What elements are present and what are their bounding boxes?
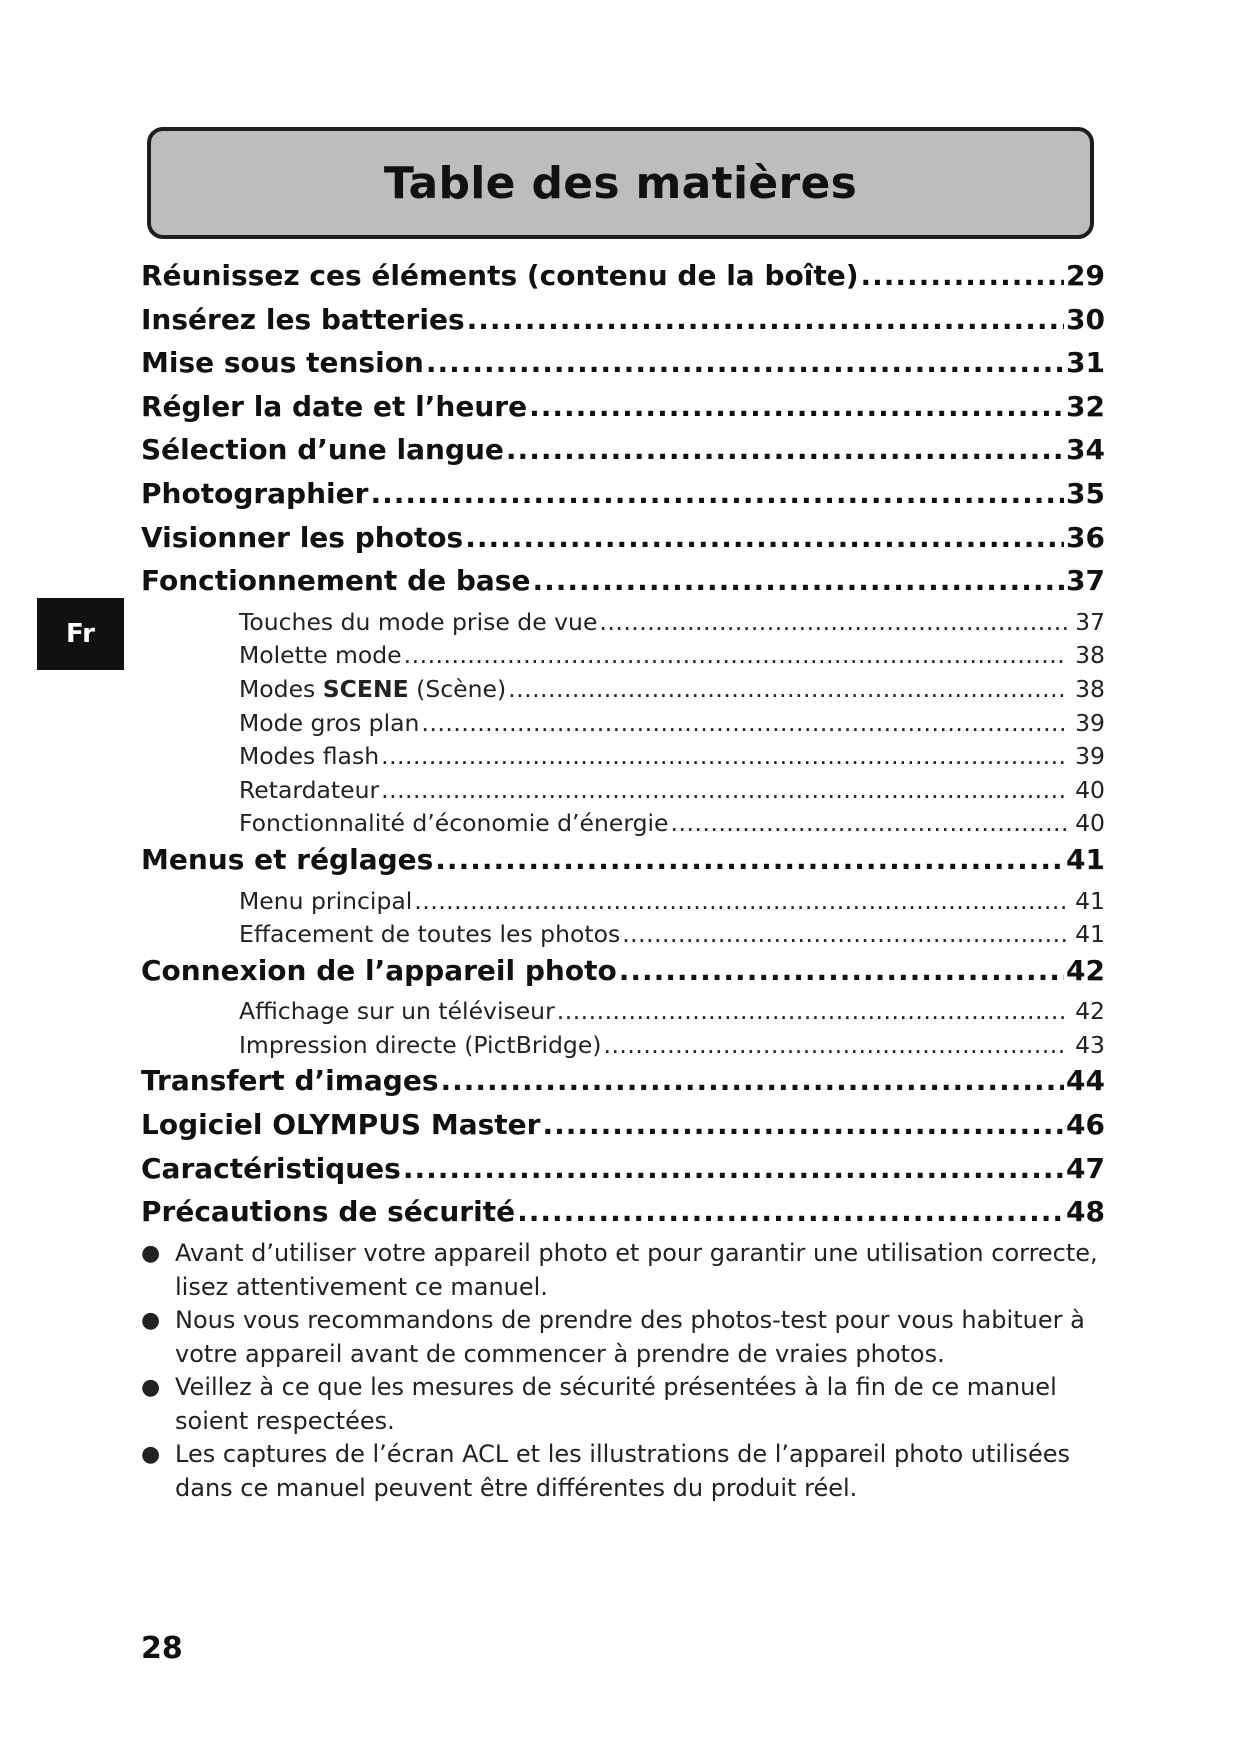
toc-subentry-title-bold: SCENE [322,674,409,703]
note-item [141,1304,1099,1371]
toc-subentry[interactable] [141,997,1105,1031]
dot-leader [381,776,1067,804]
toc-subentry-page: 40 [1075,809,1105,838]
toc-entry[interactable] [141,564,1105,608]
toc-subentry[interactable] [141,776,1105,810]
toc-subentry-page: 39 [1075,742,1105,771]
toc-entry-title: Transfert d’images [141,1064,439,1098]
toc-subentry[interactable] [141,887,1105,921]
bullet-icon: ● [141,1241,161,1266]
dot-leader [517,1195,1064,1228]
toc-entry[interactable] [141,1152,1105,1196]
bullet-icon: ● [141,1375,161,1400]
toc-subentry-page: 41 [1075,920,1105,949]
toc-entry-page: 41 [1066,842,1105,876]
toc-entry[interactable] [141,390,1105,434]
toc-subentry[interactable] [141,809,1105,843]
toc-entry-page: 35 [1066,476,1105,510]
toc-entry-title: Insérez les batteries [141,302,465,336]
dot-leader [557,997,1067,1025]
bullet-icon: ● [141,1442,161,1467]
dot-leader [622,920,1067,948]
toc-entry-page: 32 [1066,389,1105,423]
toc-subentry-page: 42 [1075,997,1105,1026]
toc-entry[interactable] [141,1108,1105,1152]
dot-leader [403,1152,1064,1185]
toc-entry[interactable] [141,259,1105,303]
toc-subentry-page: 40 [1075,775,1105,804]
dot-leader [542,1108,1064,1141]
toc-subentry-title: Fonctionnalité d’économie d’énergie [239,809,669,838]
toc-entry[interactable] [141,1064,1105,1108]
toc-subentry-title: Retardateur [239,775,380,804]
note-text: Veillez à ce que les mesures de sécurité présentées à la fin de ce manuel soient respectées. [175,1373,1057,1435]
dot-leader [381,742,1067,770]
page-number: 28 [141,1631,183,1666]
toc-entry-page: 34 [1066,433,1105,467]
dot-leader [441,1064,1065,1097]
toc-subentry-title: Impression directe (PictBridge) [239,1030,602,1059]
toc-entry-title: Logiciel OLYMPUS Master [141,1108,541,1142]
note-item [141,1438,1099,1505]
note-item [141,1237,1099,1304]
toc-subentry-title: Effacement de toutes les photos [239,920,621,949]
toc-subentry-title: Menu principal [239,886,413,915]
toc-entry[interactable] [141,843,1105,887]
dot-leader [370,477,1064,510]
toc-subentry-title [239,675,506,703]
bullet-icon: ● [141,1308,161,1333]
toc-entry-title: Réunissez ces éléments (contenu de la boîte) [141,259,859,292]
note-item [141,1371,1099,1438]
toc-subentry[interactable] [141,675,1105,709]
toc-subentry-title-suffix: (Scène) [408,674,507,703]
dot-leader [619,954,1064,987]
dot-leader [861,259,1065,292]
toc-entry-page: 44 [1066,1064,1105,1098]
dot-leader [508,675,1067,703]
language-tab-label: Fr [66,619,95,649]
dot-leader [671,809,1068,837]
toc-entry-title: Mise sous tension [141,346,424,380]
toc-entry[interactable] [141,477,1105,521]
title-banner [147,127,1094,239]
dot-leader [426,346,1064,379]
toc-entry-page: 31 [1066,346,1105,380]
dot-leader [414,887,1067,915]
toc-entry-title: Photographier [141,476,369,510]
toc-subentry-page: 37 [1075,607,1105,636]
dot-leader [506,433,1064,466]
toc-subentry-title: Mode gros plan [239,708,420,737]
toc-entry-title: Caractéristiques [141,1151,401,1185]
toc-entry-title: Visionner les photos [141,520,464,554]
dot-leader [404,641,1067,669]
toc-entry[interactable] [141,521,1105,565]
dot-leader [529,390,1064,423]
toc-subentry-title: Touches du mode prise de vue [239,607,598,636]
toc-entry-title: Régler la date et l’heure [141,389,528,423]
toc-entry-page: 29 [1066,259,1105,292]
toc-entry-title: Sélection d’une langue [141,433,504,467]
toc-subentry-title: Modes flash [239,742,380,771]
toc-entry-page: 30 [1066,302,1105,336]
toc-subentry-page: 43 [1075,1030,1105,1059]
table-of-contents [141,259,1105,1239]
note-text: Avant d’utiliser votre appareil photo et pour garantir une utilisation correcte, lisez attentivement ce manuel. [175,1239,1098,1301]
toc-entry-page: 48 [1066,1195,1105,1229]
toc-entry-title: Menus et réglages [141,842,434,876]
toc-entry-page: 36 [1066,520,1105,554]
toc-subentry[interactable] [141,608,1105,642]
toc-subentry[interactable] [141,920,1105,954]
toc-subentry-title: Molette mode [239,641,402,670]
toc-entry-title: Connexion de l’appareil photo [141,953,617,987]
dot-leader [435,843,1064,876]
toc-entry-page: 47 [1066,1151,1105,1185]
toc-entry[interactable] [141,1195,1105,1239]
dot-leader [465,521,1064,554]
toc-entry[interactable] [141,433,1105,477]
toc-entry-page: 37 [1066,564,1105,598]
toc-subentry-title: Affichage sur un téléviseur [239,997,555,1026]
toc-subentry[interactable] [141,742,1105,776]
toc-subentry[interactable] [141,641,1105,675]
toc-entry-title: Précautions de sécurité [141,1195,516,1229]
toc-entry[interactable] [141,954,1105,998]
toc-entry[interactable] [141,303,1105,347]
note-text: Nous vous recommandons de prendre des photos-test pour vous habituer à votre appareil avant de commencer à prendre de vraies photos. [175,1306,1085,1368]
dot-leader [532,564,1064,597]
page-title: Table des matières [383,157,858,209]
toc-subentry-page: 38 [1075,641,1105,670]
toc-subentry-page: 41 [1075,886,1105,915]
toc-subentry-page: 39 [1075,708,1105,737]
toc-entry-page: 46 [1066,1108,1105,1142]
dot-leader [599,608,1067,636]
toc-subentry[interactable] [141,709,1105,743]
toc-entry[interactable] [141,346,1105,390]
notes-list [141,1237,1099,1505]
toc-subentry-page: 38 [1075,674,1105,703]
toc-entry-page: 42 [1066,953,1105,987]
dot-leader [421,709,1067,737]
toc-subentry-title-prefix: Modes [239,674,323,703]
language-tab [37,598,124,670]
toc-entry-title: Fonctionnement de base [141,564,531,598]
dot-leader [603,1031,1067,1059]
dot-leader [467,303,1064,336]
toc-subentry[interactable] [141,1031,1105,1065]
note-text: Les captures de l’écran ACL et les illustrations de l’appareil photo utilisées dans ce manuel peuvent être différentes du produit réel. [175,1440,1070,1502]
